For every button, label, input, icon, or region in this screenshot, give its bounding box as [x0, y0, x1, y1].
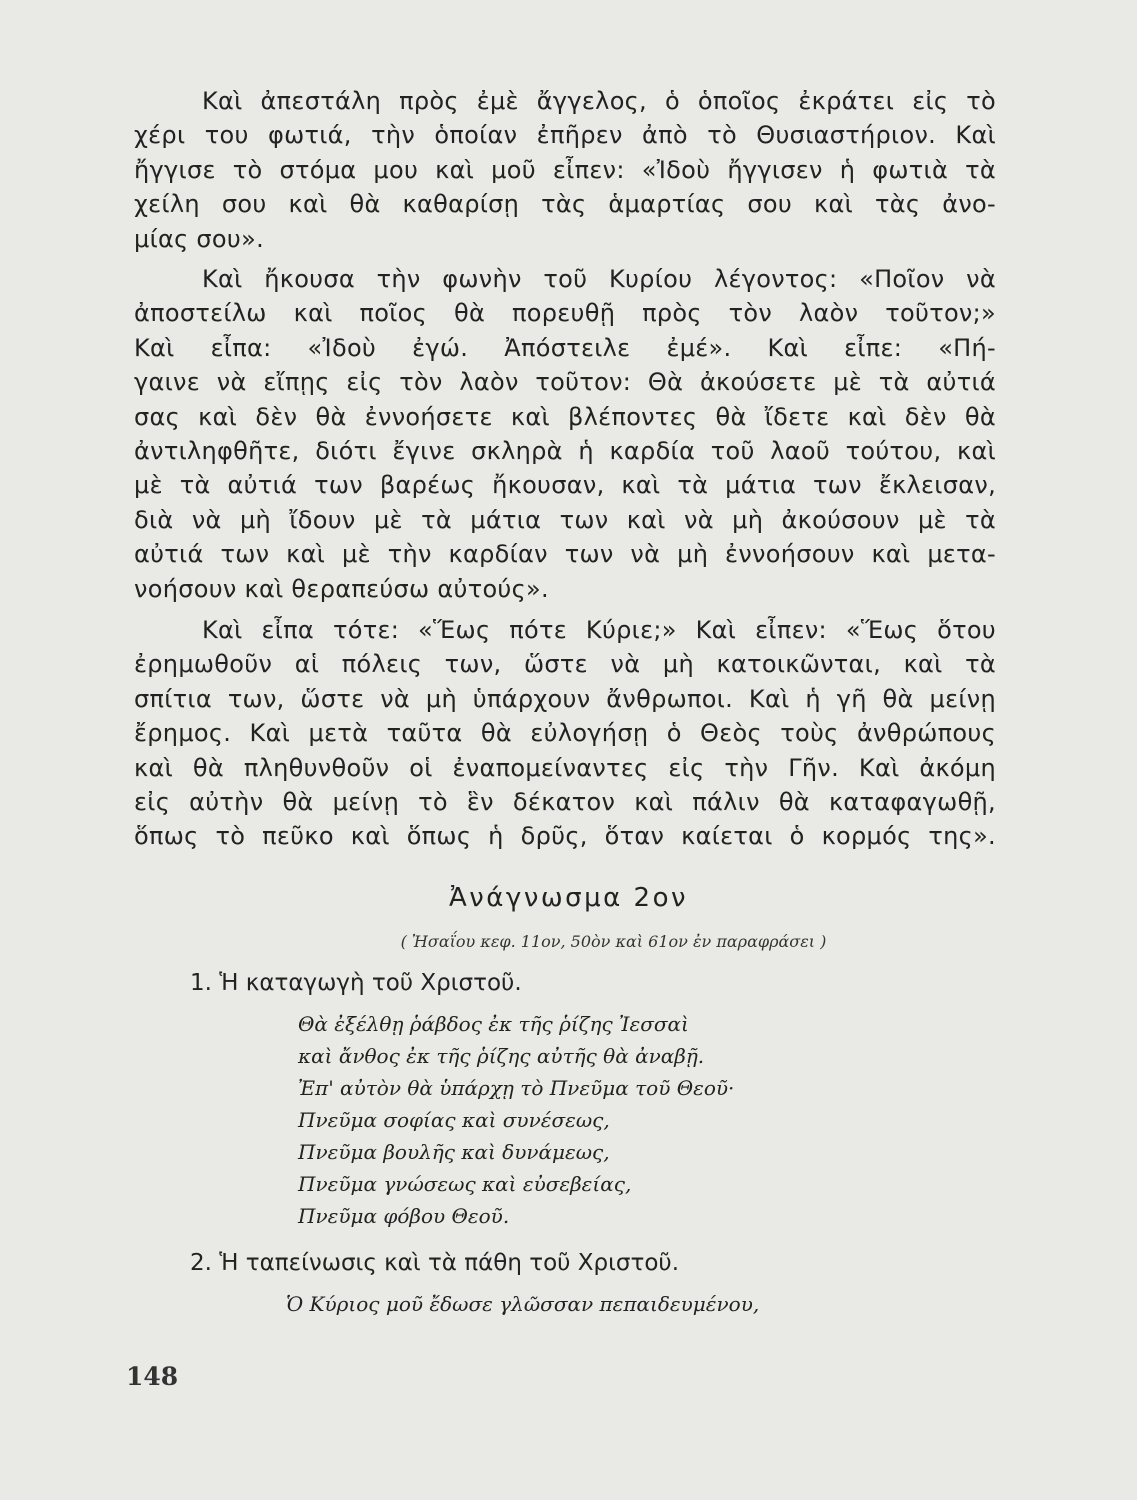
- verse-line: καὶ ἄνθος ἐκ τῆς ῥίζης αὐτῆς θὰ ἀναβῇ.: [298, 1044, 705, 1068]
- text-line: εἰς αὐτὴν θὰ μείνῃ τὸ ἓν δέκατον καὶ πάλιν θὰ καταφαγωθῇ,: [134, 788, 996, 817]
- text-line: μίας σου».: [134, 224, 265, 253]
- text-line: ὅπως τὸ πεῦκο καὶ ὅπως ἡ δρῦς, ὅταν καίεται ὁ κορμός της».: [134, 822, 996, 851]
- verse-line: Ἐπ' αὐτὸν θὰ ὑπάρχῃ τὸ Πνεῦμα τοῦ Θεοῦ·: [298, 1076, 735, 1100]
- text-line: ἐρημωθοῦν αἱ πόλεις των, ὥστε νὰ μὴ κατοικῶνται, καὶ τὰ: [134, 650, 996, 679]
- paragraph-1: [134, 84, 996, 256]
- verse-line: Πνεῦμα βουλῆς καὶ δυνάμεως,: [298, 1140, 610, 1164]
- text-line: Καὶ ἀπεστάλη πρὸς ἐμὲ ἄγγελος, ὁ ὁποῖος ἐκράτει εἰς τὸ: [202, 87, 996, 115]
- text-line: Καὶ εἶπα τότε: «Ἕως πότε Κύριε;» Καὶ εἶπεν: «Ἕως ὅτου: [202, 616, 996, 644]
- text-line: Καὶ εἶπα: «Ἰδοὺ ἐγώ. Ἀπόστειλε ἐμέ». Καὶ εἶπε: «Πή-: [134, 333, 996, 362]
- text-line: γαινε νὰ εἴπῃς εἰς τὸν λαὸν τοῦτον: Θὰ ἀκούσετε μὲ τὰ αὐτιά: [134, 368, 996, 397]
- paragraph-3: [134, 613, 996, 854]
- verse-line: Πνεῦμα φόβου Θεοῦ.: [298, 1204, 510, 1228]
- text-line: μὲ τὰ αὐτιά των βαρέως ἤκουσαν, καὶ τὰ μάτια των ἔκλεισαν,: [134, 471, 996, 500]
- verse-line: Πνεῦμα γνώσεως καὶ εὐσεβείας,: [298, 1172, 632, 1196]
- reading-heading: Ἀνάγνωσμα 2ον: [448, 883, 689, 913]
- paragraph-2: [134, 262, 996, 606]
- text-line: σας καὶ δὲν θὰ ἐννοήσετε καὶ βλέποντες θὰ ἴδετε καὶ δὲν θὰ: [134, 402, 996, 431]
- reading-source-note: ( Ἠσαΐου κεφ. 11ον, 50ὸν καὶ 61ον ἐν παραφράσει ): [400, 932, 827, 951]
- verse-line: Θὰ ἐξέλθῃ ῥάβδος ἐκ τῆς ῥίζης Ἰεσσαὶ: [298, 1012, 689, 1036]
- section-2-title: 2. Ἡ ταπείνωσις καὶ τὰ πάθη τοῦ Χριστοῦ.: [190, 1250, 680, 1276]
- verse-line: Ὁ Κύριος μοῦ ἔδωσε γλῶσσαν πεπαιδευμένου,: [286, 1292, 760, 1316]
- text-line: σπίτια των, ὥστε νὰ μὴ ὑπάρχουν ἄνθρωποι. Καὶ ἡ γῆ θὰ μείνῃ: [134, 684, 996, 713]
- text-line: ἀποστείλω καὶ ποῖος θὰ πορευθῇ πρὸς τὸν λαὸν τοῦτον;»: [134, 299, 996, 328]
- verse-line: Πνεῦμα σοφίας καὶ συνέσεως,: [298, 1108, 610, 1132]
- section-2-verse: [286, 1288, 759, 1320]
- text-line: χείλη σου καὶ θὰ καθαρίσῃ τὰς ἁμαρτίας σου καὶ τὰς ἀνο-: [134, 190, 996, 219]
- text-line: διὰ νὰ μὴ ἴδουν μὲ τὰ μάτια των καὶ νὰ μὴ ἀκούσουν μὲ τὰ: [134, 505, 996, 534]
- section-1-verse: [298, 1008, 734, 1232]
- text-line: χέρι του φωτιά, τὴν ὁποίαν ἐπῆρεν ἀπὸ τὸ Θυσιαστήριον. Καὶ: [134, 121, 996, 150]
- text-line: ἀντιληφθῆτε, διότι ἔγινε σκληρὰ ἡ καρδία τοῦ λαοῦ τούτου, καὶ: [134, 437, 996, 466]
- text-line: καὶ θὰ πληθυνθοῦν οἱ ἐναπομείναντες εἰς τὴν Γῆν. Καὶ ἀκόμη: [134, 753, 996, 782]
- text-line: Καὶ ἤκουσα τὴν φωνὴν τοῦ Κυρίου λέγοντος: «Ποῖον νὰ: [202, 265, 996, 293]
- text-line: αὐτιά των καὶ μὲ τὴν καρδίαν των νὰ μὴ ἐννοήσουν καὶ μετα-: [134, 540, 996, 569]
- text-line: νοήσουν καὶ θεραπεύσω αὐτούς».: [134, 574, 549, 603]
- page-number: 148: [126, 1362, 179, 1391]
- text-line: ἤγγισε τὸ στόμα μου καὶ μοῦ εἶπεν: «Ἰδοὺ ἤγγισεν ἡ φωτιὰ τὰ: [134, 155, 996, 184]
- text-line: ἔρημος. Καὶ μετὰ ταῦτα θὰ εὐλογήσῃ ὁ Θεὸς τοὺς ἀνθρώπους: [134, 719, 996, 748]
- section-1-title: 1. Ἡ καταγωγὴ τοῦ Χριστοῦ.: [190, 970, 522, 996]
